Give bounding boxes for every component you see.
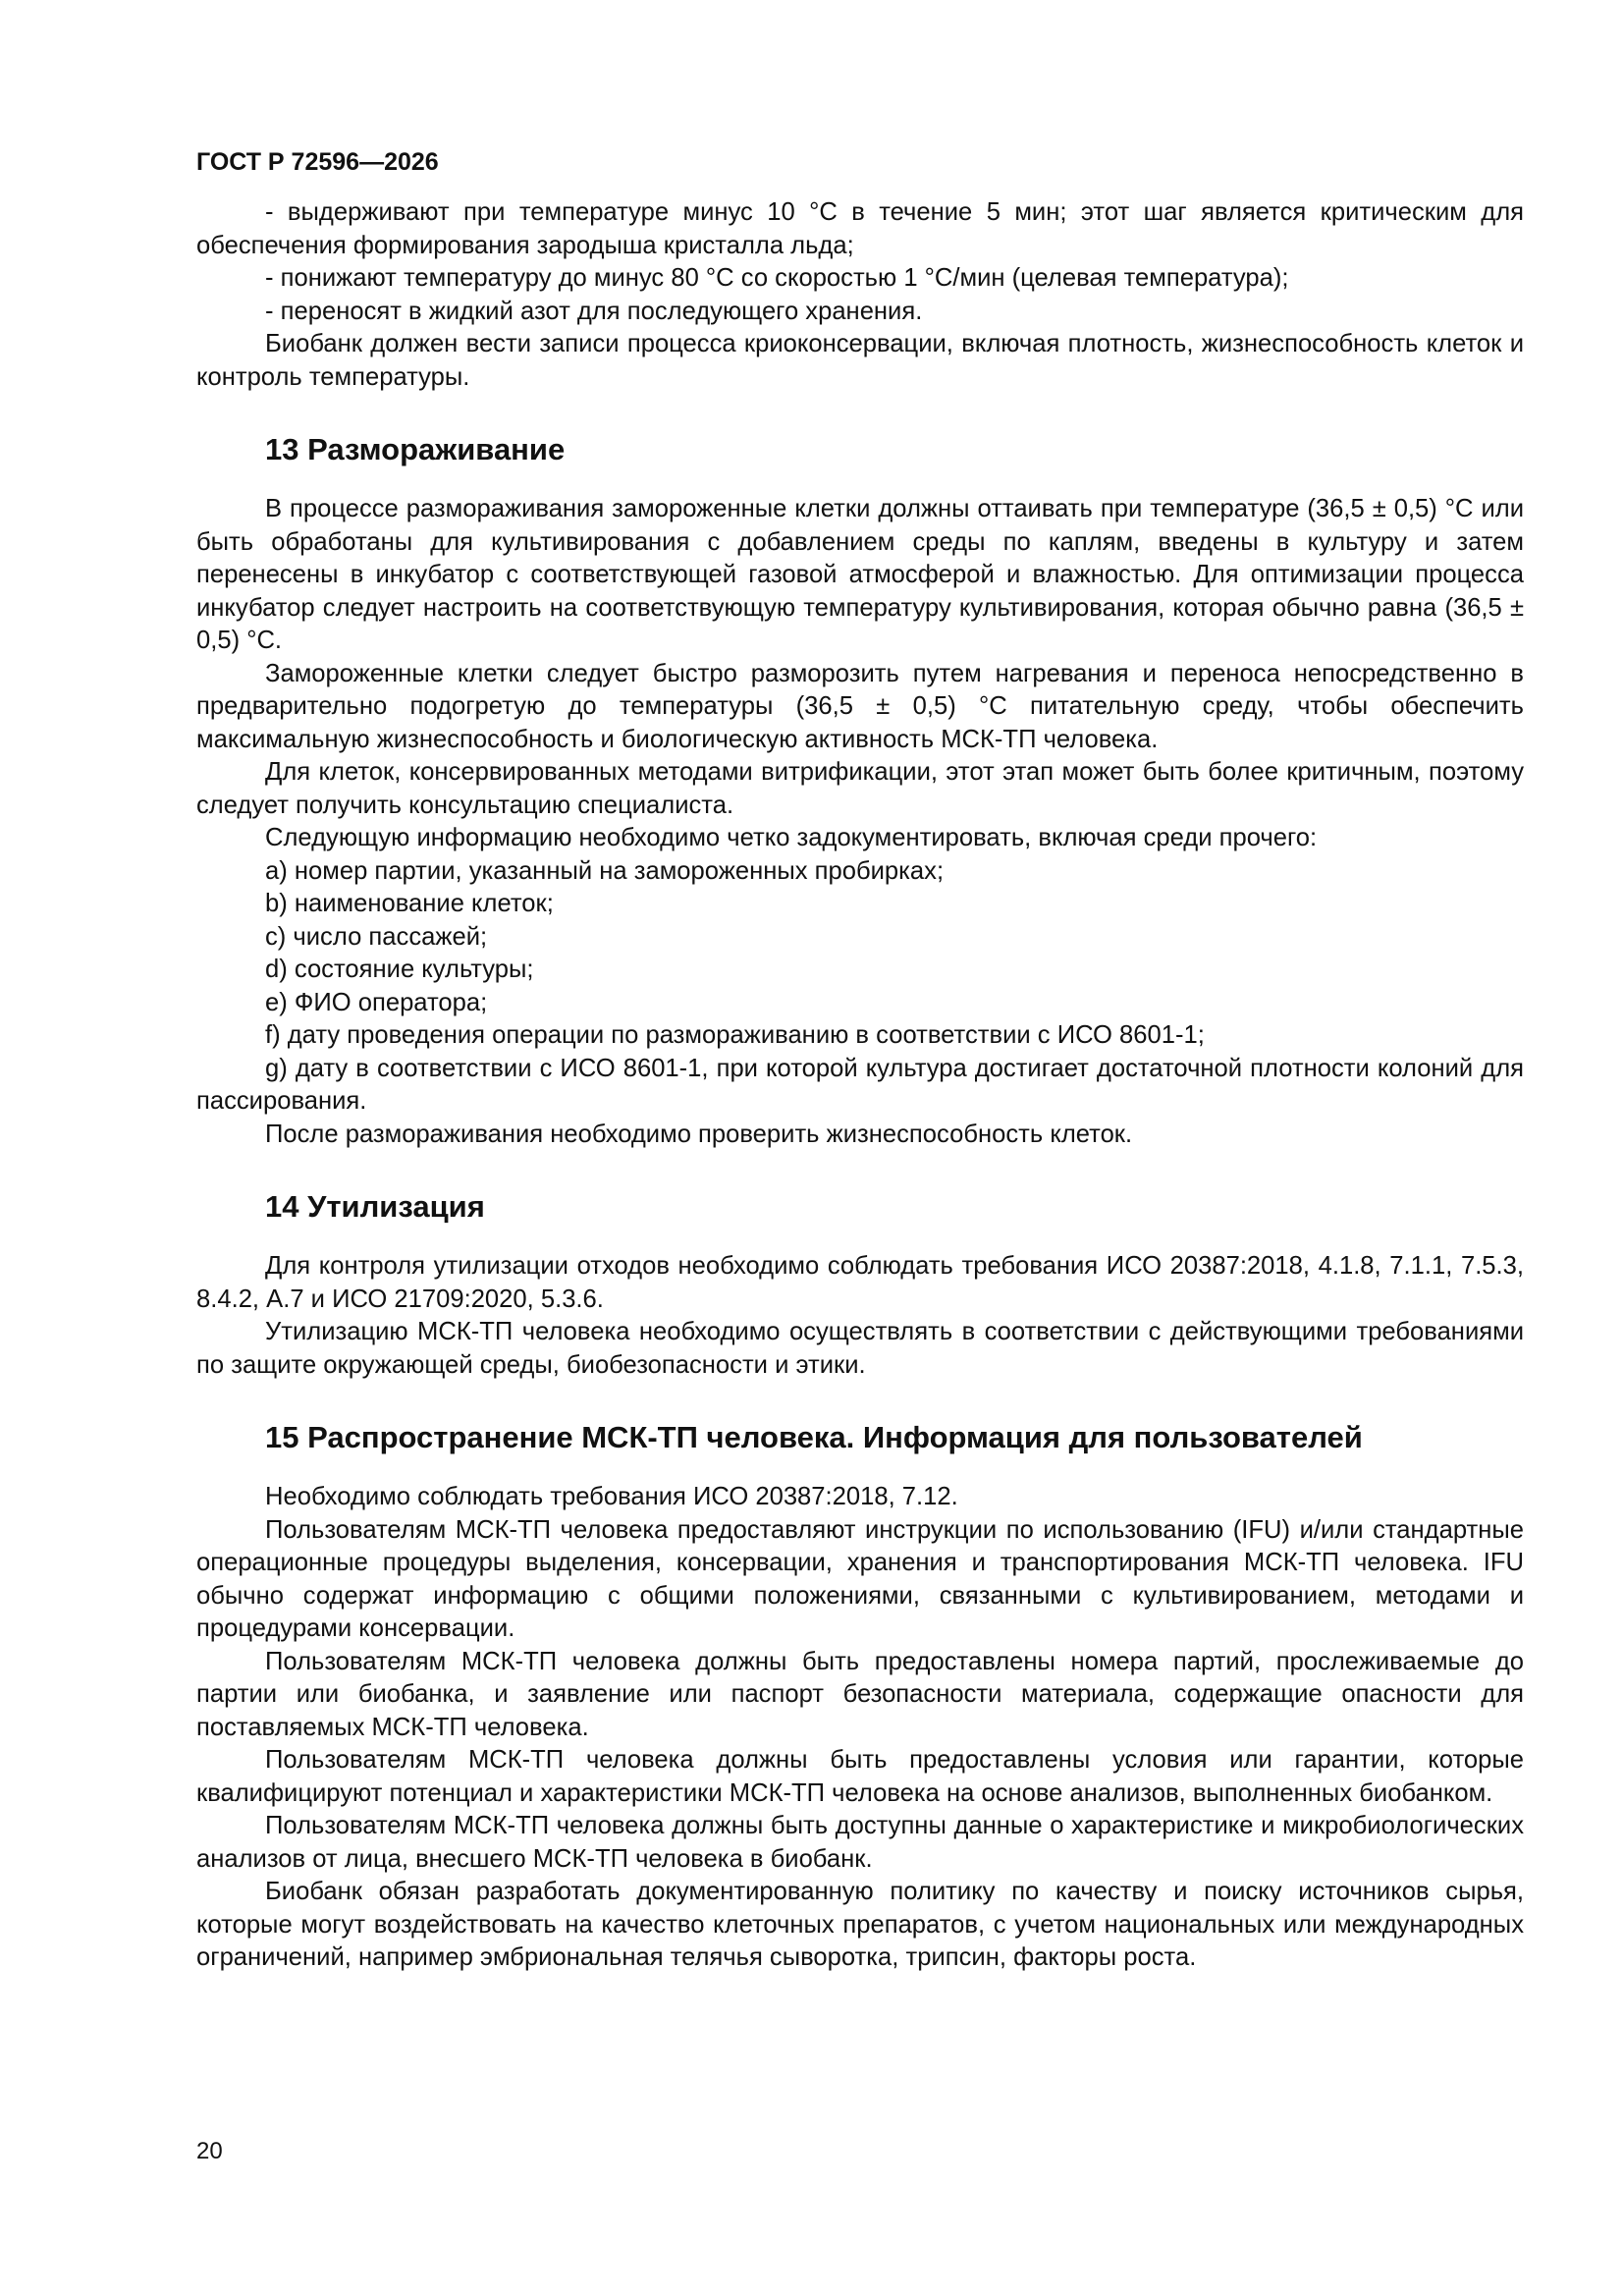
section-13-list-item: g) дату в соответствии с ИСО 8601-1, при которой культура достигает достаточной плотности колоний для пассирования. <box>196 1054 1524 1115</box>
section-15-paragraph: Пользователям МСК-ТП человека должны быть предоставлены номера партий, прослеживаемые до партии или биобанка, и заявление или паспорт безопасности материала, содержащие опасности для поставляемых МСК-ТП человека. <box>196 1647 1524 1741</box>
section-15-paragraph: Биобанк обязан разработать документированную политику по качеству и поиску источников сырья, которые могут воздействовать на качество клеточных препаратов, с учетом национальных или международных ограничений, например эмбриональная телячья сыворотка, трипсин, факторы роста. <box>196 1878 1524 1971</box>
section-15-paragraph: Пользователям МСК-ТП человека должны быть доступны данные о характеристике и микробиологических анализов от лица, внесшего МСК-ТП человека в биобанк. <box>196 1812 1524 1873</box>
section-13-paragraph: В процессе размораживания замороженные клетки должны оттаивать при температуре (36,5 ± 0,5) °С или быть обработаны для культивирования с добавлением среды по каплям, введены в культуру и затем перенесены в инкубатор с соответствующей газовой атмосферой и влажностью. Для оптимизации процесса инкубатор следует настроить на соответствующую температуру культивирования, которая обычно равна (36,5 ± 0,5) °С. <box>196 495 1524 654</box>
section-14-title: 14 Утилизация <box>265 1189 485 1224</box>
section-15-paragraph: Пользователям МСК-ТП человека должны быть предоставлены условия или гарантии, которые квалифицируют потенциал и характеристики МСК-ТП человека на основе анализов, выполненных биобанком. <box>196 1746 1524 1807</box>
section-13-paragraph: Для клеток, консервированных методами витрификации, этот этап может быть более критичным, поэтому следует получить консультацию специалиста. <box>196 758 1524 819</box>
section-15-paragraph: Необходимо соблюдать требования ИСО 20387:2018, 7.12. <box>265 1483 958 1510</box>
intro-list-item: - выдерживают при температуре минус 10 °С в течение 5 мин; этот шаг является критическим для обеспечения формирования зародыша кристалла льда; <box>196 198 1524 259</box>
section-14-paragraph: Для контроля утилизации отходов необходимо соблюдать требования ИСО 20387:2018, 4.1.8, 7.1.1, 7.5.3, 8.4.2, А.7 и ИСО 21709:2020, 5.3.6. <box>196 1252 1524 1313</box>
section-13-list-item: a) номер партии, указанный на замороженных пробирках; <box>265 856 945 885</box>
document-code-header: ГОСТ Р 72596—2026 <box>196 148 439 176</box>
intro-list-item: - понижают температуру до минус 80 °С со скоростью 1 °С/мин (целевая температура); <box>265 264 1289 292</box>
section-14-paragraph: Утилизацию МСК-ТП человека необходимо осуществлять в соответствии с действующими требованиями по защите окружающей среды, биобезопасности и этики. <box>196 1318 1524 1379</box>
section-13-list-item: e) ФИО оператора; <box>265 988 488 1016</box>
section-13-list-item: c) число пассажей; <box>265 922 488 951</box>
section-13-paragraph: Следующую информацию необходимо четко задокументировать, включая среди прочего: <box>265 824 1318 851</box>
section-15-title: 15 Распространение МСК-ТП человека. Информация для пользователей <box>265 1420 1363 1454</box>
intro-paragraph: Биобанк должен вести записи процесса криоконсервации, включая плотность, жизнеспособность клеток и контроль температуры. <box>196 330 1524 391</box>
section-15-paragraph: Пользователям МСК-ТП человека предоставляют инструкции по использованию (IFU) и/или стандартные операционные процедуры выделения, консервации, хранения и транспортирования МСК-ТП человека. IFU обычно содержат информацию с общими положениями, связанными с культивированием, методами и процедурами консервации. <box>196 1515 1524 1642</box>
section-13-paragraph: Замороженные клетки следует быстро разморозить путем нагревания и переноса непосредственно в предварительно подогретую до температуры (36,5 ± 0,5) °С питательную среду, чтобы обеспечить максимальную жизнеспособность и биологическую активность МСК-ТП человека. <box>196 659 1524 753</box>
section-13-list-item: f) дату проведения операции по размораживанию в соответствии с ИСО 8601-1; <box>265 1021 1205 1049</box>
document-page <box>196 147 1524 1975</box>
section-13-list-item: d) состояние культуры; <box>265 956 534 983</box>
section-13-paragraph: После размораживания необходимо проверить жизнеспособность клеток. <box>265 1120 1133 1148</box>
section-13-title: 13 Размораживание <box>265 432 566 466</box>
intro-list-item: - переносят в жидкий азот для последующего хранения. <box>265 297 923 325</box>
page-number: 20 <box>196 2138 223 2164</box>
section-13-list-item: b) наименование клеток; <box>265 890 554 917</box>
